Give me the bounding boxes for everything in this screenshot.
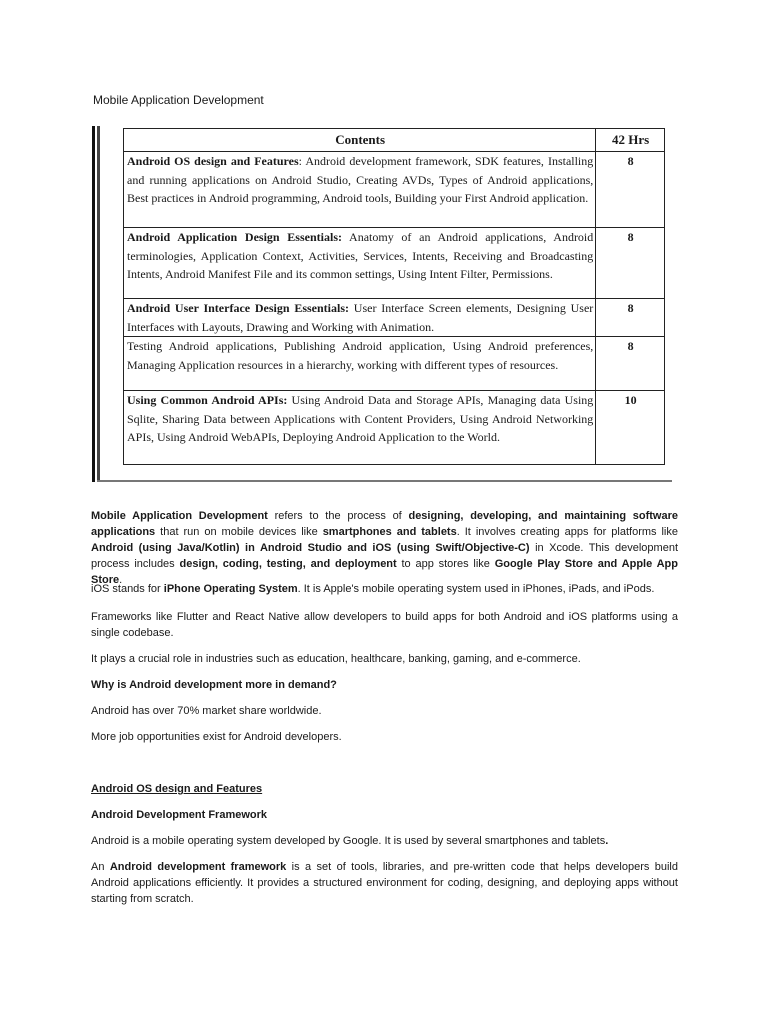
syllabus-topic-text: Using Android Data and Storage APIs, Managing data Using Sqlite, Sharing Data between Applications with Content Providers, Using Android Networking APIs, Using Android WebAPIs, Deploying Android Application to the World.: [127, 393, 594, 444]
intro-paragraph: [91, 508, 678, 588]
syllabus-row: [124, 391, 665, 465]
syllabus-hours: 8: [596, 228, 665, 299]
section-heading-text: Android OS design and Features: [91, 783, 263, 795]
syllabus-topic-title: Android Application Design Essentials:: [127, 230, 342, 244]
syllabus-topic-title: Android User Interface Design Essentials:: [127, 301, 350, 315]
page-heading: Mobile Application Development: [93, 93, 264, 107]
bold-text: designing, developing, and maintaining software applications: [91, 510, 678, 538]
frameworks-paragraph: Frameworks like Flutter and React Native allow developers to build apps for both Android and iOS platforms using a single codebase.: [91, 611, 678, 639]
text: to app stores like: [396, 558, 495, 570]
syllabus-hours: 8: [596, 337, 665, 391]
syllabus-row: [124, 337, 665, 391]
text: is a set of tools, libraries, and pre-written code that helps developers build Android applications efficiently. It provides a structured environment for coding, designing, and deploying apps without starting from scratch.: [91, 861, 678, 905]
scan-bottom-rule: [97, 480, 672, 482]
syllabus-scan: [92, 122, 672, 484]
syllabus-topic-title: Android OS design and Features: [127, 154, 299, 168]
text: refers to the process of: [267, 510, 409, 522]
syllabus-topic-title: Using Common Android APIs:: [127, 393, 288, 407]
industries-paragraph: It plays a crucial role in industries such as education, healthcare, banking, gaming, and e-commerce.: [91, 653, 581, 665]
syllabus-content: [124, 337, 596, 391]
text: Android is a mobile operating system developed by Google. It is used by several smartphones and tablets: [91, 835, 606, 847]
android-definition-paragraph: [91, 833, 678, 849]
hours-header: 42 Hrs: [596, 129, 665, 152]
text: .: [119, 574, 123, 586]
syllabus-content: [124, 299, 596, 337]
market-share-paragraph: Android has over 70% market share worldwide.: [91, 705, 322, 717]
syllabus-row: [124, 299, 665, 337]
bold-text: design, coding, testing, and deployment: [179, 558, 397, 570]
bold-text: iPhone Operating System: [163, 583, 298, 595]
syllabus-topic-text: User Interface Screen elements, Designing User Interfaces with Layouts, Drawing and Working with Animation.: [127, 301, 594, 334]
bold-text: Android (using Java/Kotlin) in Android Studio and iOS (using Swift/Objective-C): [91, 542, 530, 554]
text: in Xcode. This development process includes: [91, 542, 678, 570]
syllabus-content: [124, 152, 596, 228]
syllabus-header-row: [124, 129, 665, 152]
scan-left-border-inner: [97, 126, 100, 482]
bold-text: Google Play Store and Apple App Store: [91, 558, 678, 586]
syllabus-topic-text: Testing Android applications, Publishing Android application, Using Android preferences, Managing Application resources in a hierarchy, working with different types of resources.: [127, 339, 594, 372]
scan-left-border: [92, 126, 95, 482]
text: that run on mobile devices like: [155, 526, 323, 538]
syllabus-content: [124, 228, 596, 299]
syllabus-topic-text: Anatomy of an Android applications, Android terminologies, Application Context, Activities, Services, Intents, Receiving and Broadcasting Intents, Android Manifest File and its common settings, Using Intent Filter, Permissions.: [127, 230, 594, 281]
syllabus-hours: 8: [596, 152, 665, 228]
syllabus-title-suffix: :: [298, 154, 302, 168]
bold-text: Mobile Application Development: [91, 510, 268, 522]
text: . It is Apple's mobile operating system used in iPhones, iPads, and iPods.: [297, 583, 655, 595]
contents-header: Contents: [124, 129, 596, 152]
syllabus-row: [124, 152, 665, 228]
text: iOS stands for: [91, 583, 164, 595]
syllabus-content: [124, 391, 596, 465]
jobs-paragraph: More job opportunities exist for Android developers.: [91, 731, 342, 743]
syllabus-hours: 10: [596, 391, 665, 465]
bold-text: .: [605, 835, 609, 847]
ios-paragraph: [91, 581, 678, 597]
bold-text: smartphones and tablets: [322, 526, 457, 538]
bold-text: Android development framework: [109, 861, 287, 873]
syllabus-topic-text: Android development framework, SDK features, Installing and running applications on Android Studio, Creating AVDs, Types of Android applications, Best practices in Android programming, Android tools, Building your First Android application.: [127, 154, 594, 205]
syllabus-hours: 8: [596, 299, 665, 337]
text: . It involves creating apps for platforms like: [456, 526, 678, 538]
syllabus-table: [123, 128, 665, 465]
demand-heading: Why is Android development more in demand?: [91, 679, 337, 691]
text: An: [91, 861, 110, 873]
section-heading: [91, 781, 678, 797]
section-subheading: Android Development Framework: [91, 809, 268, 821]
syllabus-row: [124, 228, 665, 299]
framework-definition-paragraph: [91, 859, 678, 907]
